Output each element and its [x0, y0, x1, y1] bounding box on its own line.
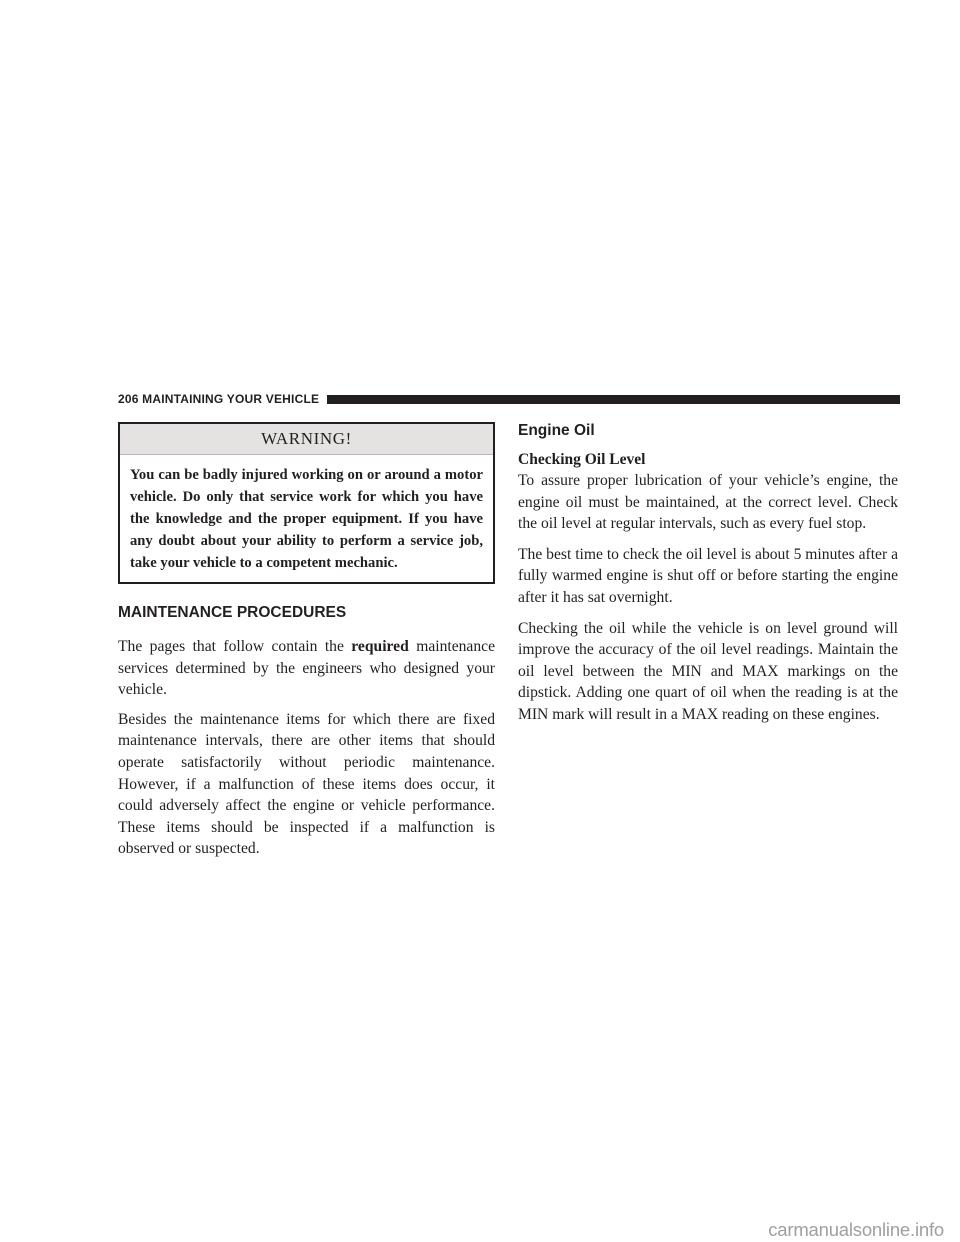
- page-header: [118, 391, 900, 407]
- engine-oil-paragraph-2: The best time to check the oil level is about 5 minutes after a fully warmed engine is shut off or before starting the engine after it has sat overnight.: [518, 545, 898, 606]
- engine-oil-paragraph-1: To assure proper lubrication of your vehicle’s engine, the engine oil must be maintained, at the correct level. Check the oil level at regular intervals, such as every fuel stop.: [518, 472, 898, 533]
- required-emphasis: required: [351, 638, 409, 655]
- maintenance-paragraph-2: Besides the maintenance items for which there are fixed maintenance intervals, there are other items that should operate satisfactorily without periodic maintenance. However, if a malfunction of these items does occur, it could adversely affect the engine or vehicle performance. These items should be inspected if a malfunction is observed or suspected.: [118, 710, 495, 858]
- maintenance-paragraph-1-start: The pages that follow contain the: [118, 638, 352, 655]
- header-rule: [327, 395, 900, 404]
- warning-title: WARNING!: [120, 424, 493, 455]
- engine-oil-heading: Engine Oil: [518, 422, 595, 439]
- left-column: [118, 422, 495, 860]
- maintenance-paragraph-1-end: maintenance services determined by the engineers who designed your vehicle.: [118, 638, 495, 699]
- checking-oil-level-heading: Checking Oil Level: [518, 451, 646, 468]
- warning-text: You can be badly injured working on or around a motor vehicle. Do only that service work for which you have the knowledge and the proper equipment. If you have any doubt about your ability to perform a service job, take your vehicle to a competent mechanic.: [130, 467, 483, 571]
- right-column: [518, 422, 898, 726]
- warning-box: [118, 422, 495, 584]
- maintenance-paragraph-1: [118, 636, 495, 701]
- maintenance-procedures-heading: MAINTENANCE PROCEDURES: [118, 604, 347, 621]
- engine-oil-paragraph-3: Checking the oil while the vehicle is on level ground will improve the accuracy of the oil level readings. Maintain the oil level between the MIN and MAX markings on the dipstick. Adding one quart of oil when the reading is at the MIN mark will result in a MAX reading on these engines.: [518, 619, 898, 723]
- page-number-title: 206 MAINTAINING YOUR VEHICLE: [118, 392, 320, 406]
- watermark: carmanualsonline.info: [768, 1219, 944, 1240]
